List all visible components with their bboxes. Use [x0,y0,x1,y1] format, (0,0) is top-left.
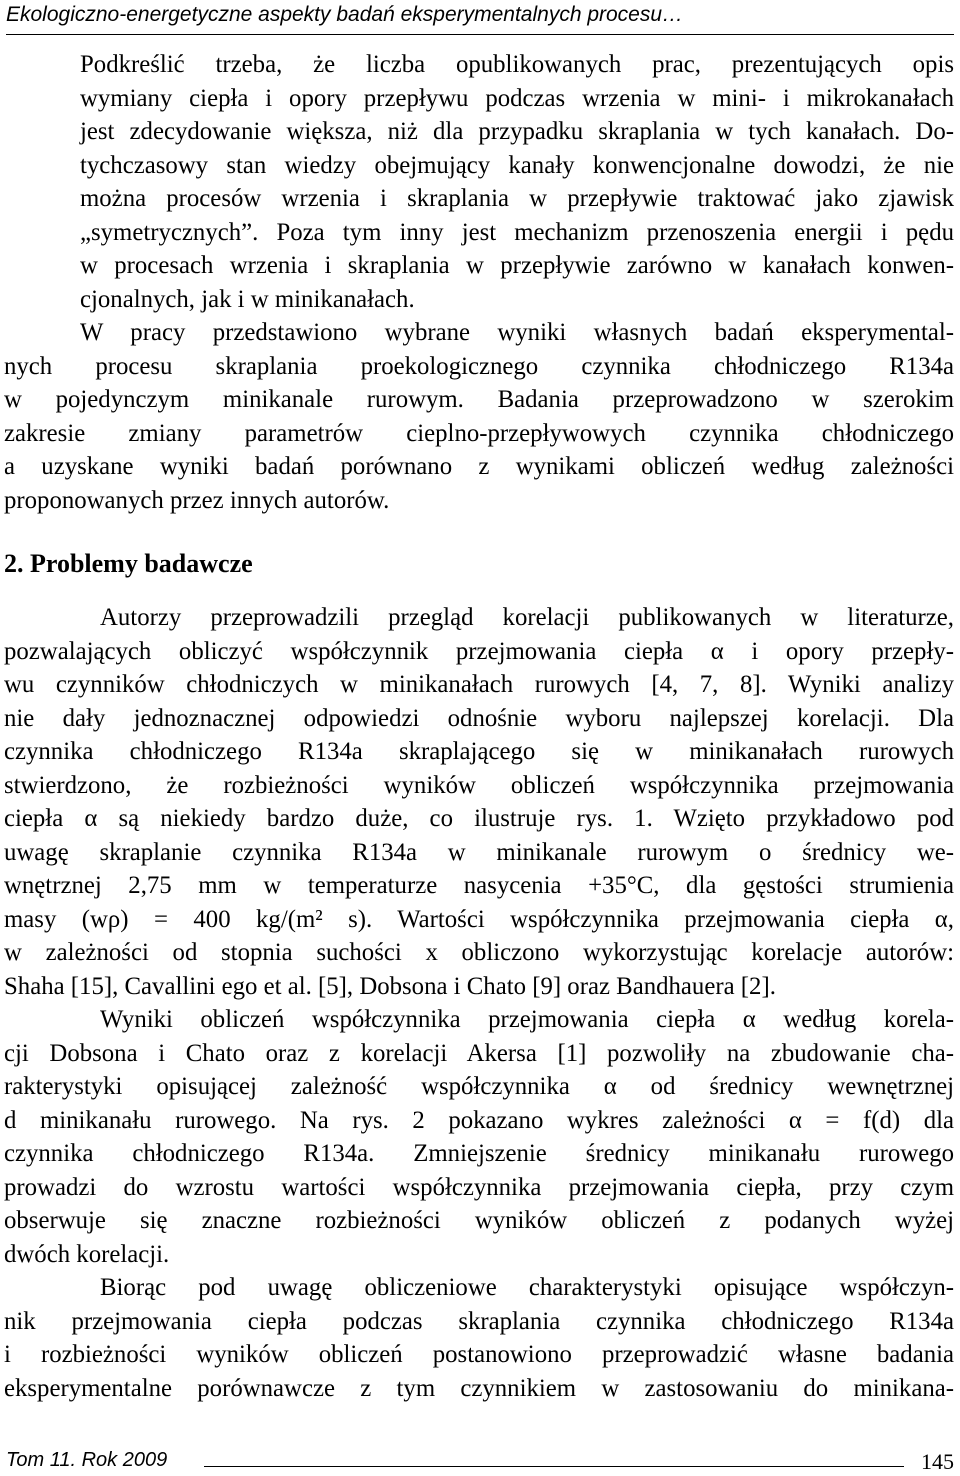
text-line: uwagę skraplanie czynnika R134a w minikanale rurowym o średnicy we- [4,838,954,866]
text-line: tychczasowy stan wiedzy obejmujący kanały konwencjonalne dowodzi, że nie [80,151,954,179]
text-line: zakresie zmiany parametrów cieplno-przepływowych czynnika chłodniczego [4,419,954,447]
text-line: W pracy przedstawiono wybrane wyniki własnych badań eksperymental- [80,319,954,346]
running-header [6,0,954,35]
paragraph-4 [4,1003,954,1271]
text-line: wnętrznej 2,75 mm w temperaturze nasycenia +35°C, dla gęstości strumienia [4,872,954,899]
text-line: ciepła α są niekiedy bardzo duże, co ilustruje rys. 1. Wzięto przykładowo pod [4,805,954,832]
text-line: a uzyskane wyniki badań porównano z wynikami obliczeń według zależności [4,453,954,480]
text-line: cji Dobsona i Chato oraz z korelacji Akersa [1] pozwoliły na zbudowanie cha- [4,1039,954,1067]
text-line: Podkreślić trzeba, że liczba opublikowanych prac, prezentujących opis [80,51,954,78]
text-line: można procesów wrzenia i skraplania w przepływie traktować jako zjawisk [80,185,954,212]
text-line: obserwuje się znaczne rozbieżności wyników obliczeń z podanych wyżej [4,1207,954,1234]
text-line: w zależności od stopnia suchości x obliczono wykorzystując korelacje autorów: [4,939,954,966]
text-line: „symetrycznych”. Poza tym inny jest mechanizm przenoszenia energii i pędu [80,218,954,246]
text-line: w pojedynczym minikanale rurowym. Badania przeprowadzono w szerokim [4,386,954,413]
text-line: pozwalających obliczyć współczynnik przejmowania ciepła α i opory przepły- [4,637,954,665]
text-line: wymiany ciepła i opory przepływu podczas wrzenia w mini- i mikrokanałach [80,84,954,112]
text-line: nych procesu skraplania proekologicznego czynnika chłodniczego R134a [4,352,954,380]
text-line: Shaha [15], Cavallini ego et al. [5], Dobsona i Chato [9] oraz Bandhauera [2]. [4,972,776,1000]
text-line: masy (wρ) = 400 kg/(m² s). Wartości współczynnika przejmowania ciepła α, [4,905,954,933]
text-line: Biorąc pod uwagę obliczeniowe charakterystyki opisujące współczyn- [100,1274,954,1301]
text-line: proponowanych przez innych autorów. [4,486,390,514]
text-line: prowadzi do wzrostu wartości współczynnika przejmowania ciepła, przy czym [4,1173,954,1201]
text-line: nik przejmowania ciepła podczas skraplania czynnika chłodniczego R134a [4,1307,954,1335]
text-line: czynnika chłodniczego R134a. Zmniejszenie średnicy minikanału rurowego [4,1140,954,1167]
text-line: Autorzy przeprowadzili przegląd korelacji publikowanych w literaturze, [100,604,954,631]
footer-volume: Tom 11. Rok 2009 [6,1449,168,1471]
text-line: nie dały jednoznacznej odpowiedzi odnośnie wyboru najlepszej korelacji. Dla [4,704,954,732]
paragraph-5 [4,1271,954,1405]
paragraph-1 [4,48,954,316]
text-line: i rozbieżności wyników obliczeń postanowiono przeprowadzić własne badania [4,1341,954,1368]
footer-rule [204,1466,904,1467]
page-footer [6,1445,954,1475]
text-line: stwierdzono, że rozbieżności wyników obliczeń współczynnika przejmowania [4,771,954,799]
text-line: eksperymentalne porównawcze z tym czynnikiem w zastosowaniu do minikana- [4,1374,954,1402]
text-line: cjonalnych, jak i w minikanałach. [80,285,415,313]
page-number: 145 [921,1449,954,1474]
text-line: wu czynników chłodniczych w minikanałach rurowych [4, 7, 8]. Wyniki analizy [4,671,954,698]
text-line: rakterystyki opisującej zależność współczynnika α od średnicy wewnętrznej [4,1073,954,1100]
text-line: d minikanału rurowego. Na rys. 2 pokazano wykres zależności α = f(d) dla [4,1106,954,1134]
text-line: jest zdecydowanie większa, niż dla przypadku skraplania w tych kanałach. Do- [80,118,954,145]
header-title: Ekologiczno-energetyczne aspekty badań eksperymentalnych procesu… [6,3,684,26]
section-heading: 2. Problemy badawcze [4,549,253,578]
text-line: w procesach wrzenia i skraplania w przepływie zarówno w kanałach konwen- [80,252,954,279]
paragraph-3 [4,601,954,1003]
paragraph-2 [4,316,954,517]
text-line: czynnika chłodniczego R134a skraplającego się w minikanałach rurowych [4,738,954,765]
page-body [4,48,954,1405]
text-line: Wyniki obliczeń współczynnika przejmowania ciepła α według korela- [100,1006,954,1033]
text-line: dwóch korelacji. [4,1240,170,1268]
